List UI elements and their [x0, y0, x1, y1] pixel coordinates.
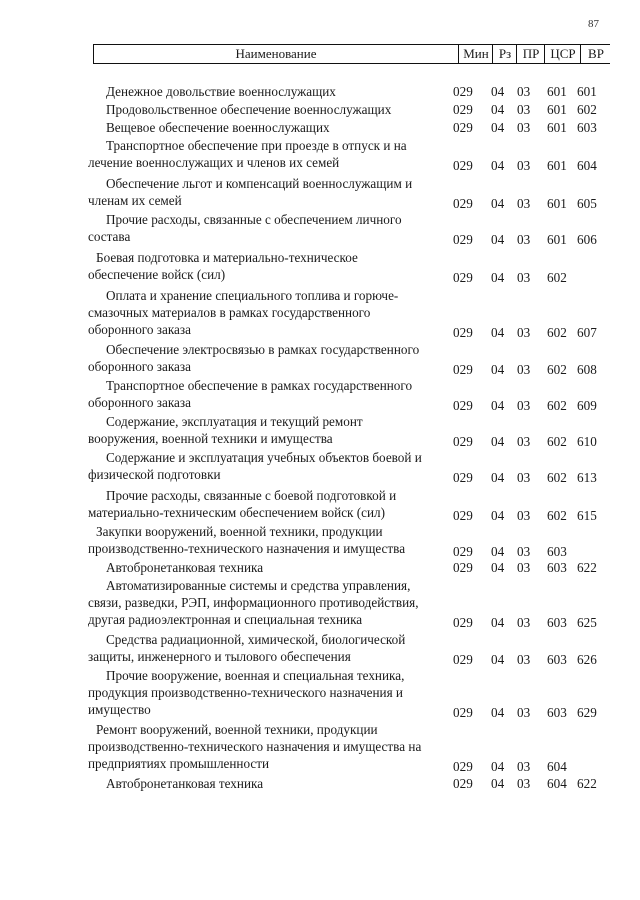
row-codes — [453, 652, 613, 669]
code-min: 029 — [453, 651, 473, 667]
code-vr: 622 — [577, 776, 597, 791]
code-pr: 03 — [517, 102, 531, 117]
code-vr: 605 — [577, 195, 597, 211]
code-rz: 04 — [491, 507, 505, 523]
code-csr: 603 — [547, 651, 567, 667]
header-rz: Рз — [492, 45, 517, 63]
code-rz: 04 — [491, 157, 505, 173]
row-name-line: Прочие вооружение, военная и специальная техника, — [106, 668, 405, 683]
row-codes — [453, 270, 613, 287]
row-name-line: защиты, инженерного и тылового обеспечения — [88, 648, 351, 664]
code-pr: 03 — [517, 704, 531, 720]
code-pr: 03 — [517, 361, 531, 377]
code-min: 029 — [453, 324, 473, 340]
code-vr: 610 — [577, 433, 597, 449]
code-pr: 03 — [517, 231, 531, 247]
code-csr: 604 — [547, 776, 567, 791]
code-rz: 04 — [491, 361, 505, 377]
row-name-line: оборонного заказа — [88, 358, 191, 374]
code-pr: 03 — [517, 120, 531, 135]
code-rz: 04 — [491, 324, 505, 340]
code-csr: 601 — [547, 231, 567, 247]
row-name-line: Обеспечение льгот и компенсаций военнослужащим и — [106, 176, 413, 191]
code-min: 029 — [453, 84, 473, 99]
row-name-line: Содержание и эксплуатация учебных объектов боевой и — [106, 450, 422, 465]
row-codes — [453, 120, 613, 137]
row-name-line: материально-техническим обеспечением войск (сил) — [88, 504, 386, 520]
code-pr: 03 — [517, 507, 531, 523]
row-name-line: обеспечение войск (сил) — [88, 266, 226, 282]
header-pr: ПР — [516, 45, 545, 63]
code-rz: 04 — [491, 560, 505, 575]
code-pr: 03 — [517, 469, 531, 485]
code-csr: 603 — [547, 560, 567, 575]
row-codes — [453, 158, 613, 175]
row-codes — [453, 232, 613, 249]
code-csr: 601 — [547, 102, 567, 117]
row-name-line: оборонного заказа — [88, 394, 191, 410]
code-csr: 603 — [547, 614, 567, 630]
row-codes — [453, 615, 613, 632]
code-min: 029 — [453, 614, 473, 630]
code-csr: 602 — [547, 361, 567, 377]
code-csr: 601 — [547, 84, 567, 99]
row-name — [88, 102, 444, 119]
code-rz: 04 — [491, 231, 505, 247]
code-vr: 629 — [577, 704, 597, 720]
row-name-line: Автобронетанковая техника — [106, 560, 264, 575]
row-name — [88, 250, 444, 284]
code-min: 029 — [453, 397, 473, 413]
code-csr: 602 — [547, 433, 567, 449]
row-name-line: Обеспечение электросвязью в рамках государственного — [106, 342, 420, 357]
row-name — [88, 668, 444, 718]
row-name-line: состава — [88, 228, 131, 244]
row-codes — [453, 544, 613, 561]
code-rz: 04 — [491, 269, 505, 285]
code-pr: 03 — [517, 324, 531, 340]
code-min: 029 — [453, 195, 473, 211]
row-codes — [453, 508, 613, 525]
code-min: 029 — [453, 704, 473, 720]
code-csr: 604 — [547, 758, 567, 774]
row-name-line: Прочие расходы, связанные с обеспечением личного — [106, 212, 402, 227]
row-codes — [453, 102, 613, 119]
code-rz: 04 — [491, 102, 505, 117]
code-min: 029 — [453, 433, 473, 449]
code-rz: 04 — [491, 397, 505, 413]
row-name-line: Продовольственное обеспечение военнослужащих — [106, 102, 392, 117]
row-name — [88, 488, 444, 522]
code-vr: 625 — [577, 614, 597, 630]
code-rz: 04 — [491, 758, 505, 774]
code-rz: 04 — [491, 433, 505, 449]
row-name-line: Средства радиационной, химической, биологической — [106, 632, 406, 647]
row-codes — [453, 398, 613, 415]
row-codes — [453, 434, 613, 451]
header-name: Наименование — [235, 46, 317, 61]
row-name-line: производственно-технического назначения и имущества — [88, 540, 406, 556]
row-name-line: лечение военнослужащих и членов их семей — [88, 154, 340, 170]
row-name — [88, 342, 444, 376]
row-name-line: Боевая подготовка и материально-техническое — [96, 250, 358, 265]
code-csr: 602 — [547, 269, 567, 285]
code-min: 029 — [453, 560, 473, 575]
code-csr: 602 — [547, 469, 567, 485]
row-name-line: предприятиях промышленности — [88, 755, 270, 771]
row-name — [88, 578, 444, 628]
code-csr: 601 — [547, 157, 567, 173]
code-csr: 601 — [547, 195, 567, 211]
row-codes — [453, 560, 613, 577]
code-csr: 603 — [547, 543, 567, 559]
code-min: 029 — [453, 102, 473, 117]
table-header — [93, 44, 610, 64]
row-name-line: Закупки вооружений, военной техники, продукции — [96, 524, 383, 539]
code-vr: 615 — [577, 507, 597, 523]
code-rz: 04 — [491, 704, 505, 720]
code-min: 029 — [453, 231, 473, 247]
code-vr: 622 — [577, 560, 597, 575]
row-codes — [453, 362, 613, 379]
code-pr: 03 — [517, 614, 531, 630]
row-name-line: другая радиоэлектронная и специальная техника — [88, 611, 363, 627]
row-name-line: Автобронетанковая техника — [106, 776, 264, 791]
row-name-line: имущество — [88, 701, 151, 717]
code-pr: 03 — [517, 84, 531, 99]
row-codes — [453, 705, 613, 722]
code-rz: 04 — [491, 614, 505, 630]
row-name-line: Содержание, эксплуатация и текущий ремонт — [106, 414, 363, 429]
code-vr: 602 — [577, 102, 597, 117]
code-pr: 03 — [517, 397, 531, 413]
row-name-line: вооружения, военной техники и имущества — [88, 430, 333, 446]
code-pr: 03 — [517, 776, 531, 791]
code-vr: 601 — [577, 84, 597, 99]
row-name-line: Прочие расходы, связанные с боевой подготовкой и — [106, 488, 397, 503]
row-name — [88, 632, 444, 666]
code-rz: 04 — [491, 195, 505, 211]
code-rz: 04 — [491, 120, 505, 135]
row-name-line: производственно-технического назначения и имущества на — [88, 738, 422, 754]
row-codes — [453, 325, 613, 342]
row-codes — [453, 196, 613, 213]
code-csr: 602 — [547, 324, 567, 340]
page-number: 87 — [588, 18, 599, 30]
row-codes — [453, 776, 613, 793]
code-pr: 03 — [517, 651, 531, 667]
row-name — [88, 524, 444, 558]
code-min: 029 — [453, 120, 473, 135]
row-name — [88, 288, 444, 338]
code-min: 029 — [453, 776, 473, 791]
row-name-line: Автоматизированные системы и средства управления, — [106, 578, 411, 593]
row-name — [88, 120, 444, 137]
row-name — [88, 776, 444, 793]
code-min: 029 — [453, 758, 473, 774]
code-csr: 602 — [547, 397, 567, 413]
code-pr: 03 — [517, 560, 531, 575]
code-min: 029 — [453, 361, 473, 377]
row-codes — [453, 759, 613, 776]
row-codes — [453, 470, 613, 487]
row-name-line: связи, разведки, РЭП, информационного противодействия, — [88, 594, 419, 610]
code-vr: 606 — [577, 231, 597, 247]
row-name — [88, 414, 444, 448]
code-min: 029 — [453, 269, 473, 285]
code-vr: 626 — [577, 651, 597, 667]
code-min: 029 — [453, 507, 473, 523]
code-rz: 04 — [491, 651, 505, 667]
code-vr: 613 — [577, 469, 597, 485]
row-name-line: Вещевое обеспечение военнослужащих — [106, 120, 330, 135]
code-pr: 03 — [517, 543, 531, 559]
code-pr: 03 — [517, 195, 531, 211]
row-name-line: Денежное довольствие военнослужащих — [106, 84, 336, 99]
code-vr: 609 — [577, 397, 597, 413]
row-name-line: физической подготовки — [88, 466, 221, 482]
code-pr: 03 — [517, 433, 531, 449]
code-vr: 604 — [577, 157, 597, 173]
header-min: Мин — [458, 45, 493, 63]
code-min: 029 — [453, 469, 473, 485]
row-name-line: Ремонт вооружений, военной техники, продукции — [96, 722, 378, 737]
header-csr: ЦСР — [544, 45, 581, 63]
row-name-line: продукция производственно-технического назначения и — [88, 684, 403, 700]
row-name-line: оборонного заказа — [88, 321, 191, 337]
header-vr: ВР — [580, 45, 611, 63]
code-rz: 04 — [491, 543, 505, 559]
code-rz: 04 — [491, 84, 505, 99]
row-name — [88, 84, 444, 101]
code-csr: 603 — [547, 704, 567, 720]
row-name-line: смазочных материалов в рамках государственного — [88, 304, 371, 320]
code-min: 029 — [453, 543, 473, 559]
code-pr: 03 — [517, 269, 531, 285]
code-vr: 607 — [577, 324, 597, 340]
code-csr: 601 — [547, 120, 567, 135]
row-name-line: членам их семей — [88, 192, 182, 208]
row-name-line: Транспортное обеспечение в рамках государственного — [106, 378, 413, 393]
code-rz: 04 — [491, 469, 505, 485]
row-name — [88, 560, 444, 577]
row-name-line: Оплата и хранение специального топлива и горюче- — [106, 288, 399, 303]
row-name — [88, 722, 444, 772]
row-codes — [453, 84, 613, 101]
code-min: 029 — [453, 157, 473, 173]
row-name — [88, 212, 444, 246]
code-pr: 03 — [517, 758, 531, 774]
row-name-line: Транспортное обеспечение при проезде в отпуск и на — [106, 138, 407, 153]
row-name — [88, 176, 444, 210]
code-pr: 03 — [517, 157, 531, 173]
row-name — [88, 378, 444, 412]
code-csr: 602 — [547, 507, 567, 523]
code-vr: 603 — [577, 120, 597, 135]
row-name — [88, 138, 444, 172]
code-vr: 608 — [577, 361, 597, 377]
code-rz: 04 — [491, 776, 505, 791]
row-name — [88, 450, 444, 484]
